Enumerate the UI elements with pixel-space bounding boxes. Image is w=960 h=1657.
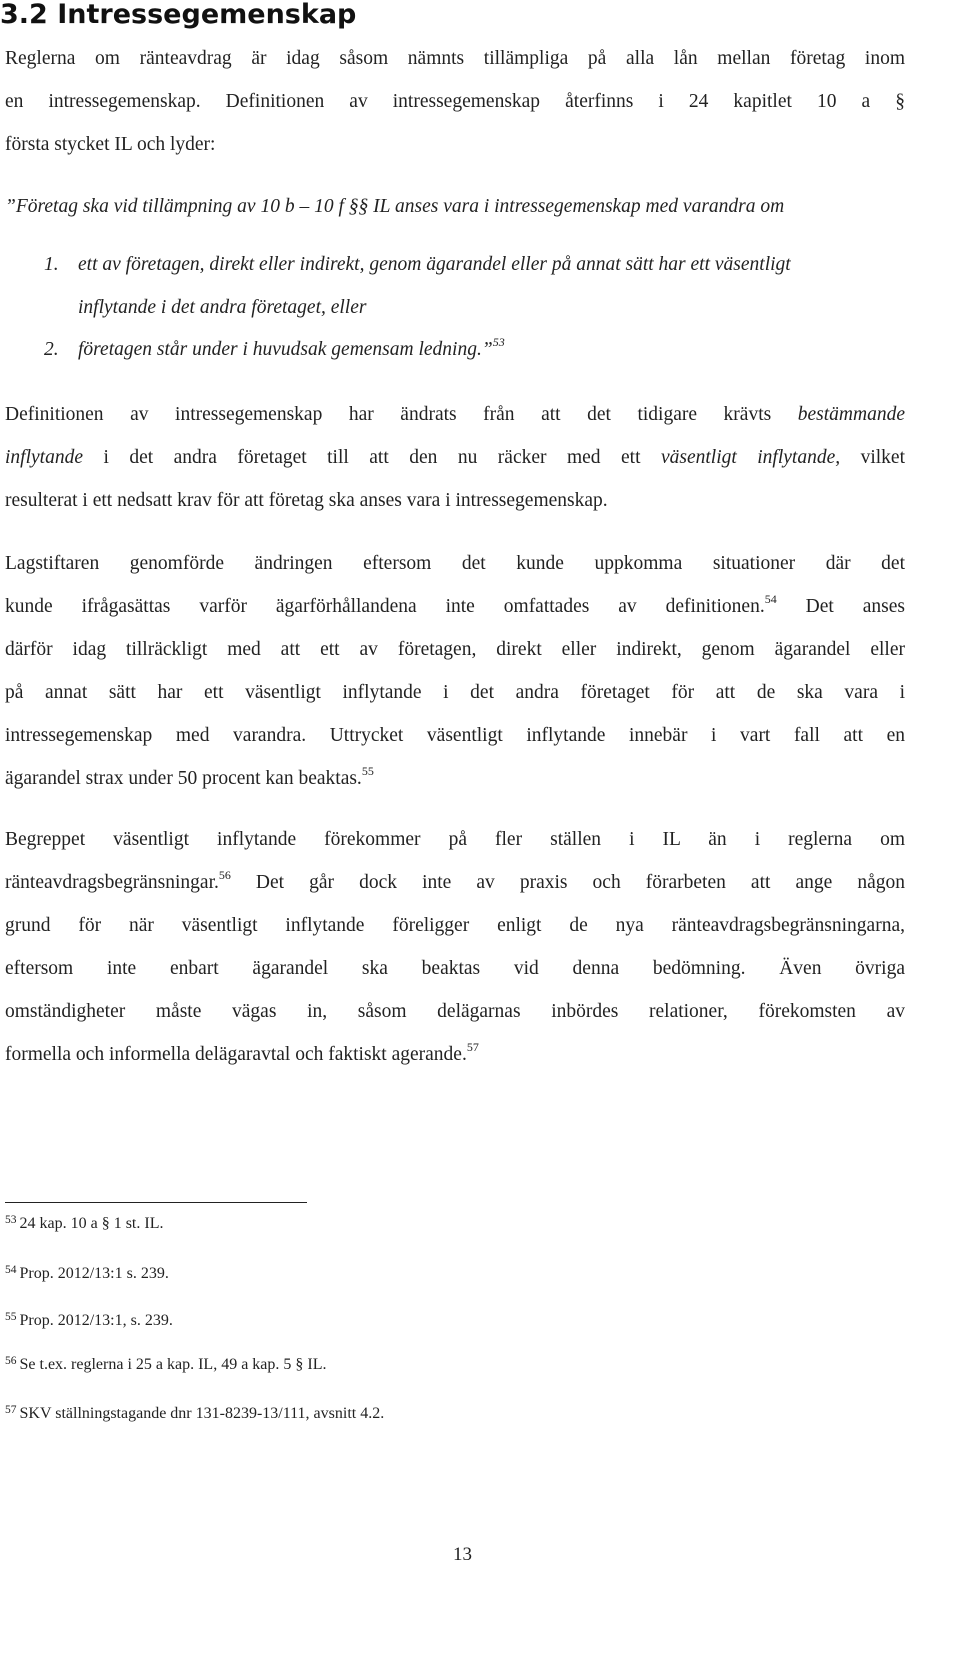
paragraph-line: Begreppet väsentligt inflytande förekommer på fler ställen i IL än i reglerna om bbox=[5, 829, 905, 850]
paragraph-line: därför idag tillräckligt med att ett av företagen, direkt eller indirekt, genom ägarandel eller bbox=[5, 639, 905, 660]
page-number: 13 bbox=[453, 1544, 472, 1565]
list-item bbox=[44, 329, 904, 370]
paragraph-definition bbox=[5, 393, 905, 522]
footnote-ref: 57 bbox=[466, 1040, 479, 1054]
footnote bbox=[5, 1355, 327, 1374]
footnote-number: 54 bbox=[5, 1264, 17, 1276]
paragraph-concept bbox=[5, 818, 905, 1076]
paragraph-line: intressegemenskap med varandra. Uttrycket väsentligt inflytande innebär i vart fall att en bbox=[5, 725, 905, 746]
paragraph-line: Reglerna om ränteavdrag är idag såsom nämnts tillämpliga på alla lån mellan företag inom bbox=[5, 48, 905, 69]
paragraph-line bbox=[5, 585, 905, 628]
paragraph-line: en intressegemenskap. Definitionen av intressegemenskap återfinns i 24 kapitlet 10 a § bbox=[5, 91, 905, 112]
text-run: kunde ifrågasättas varför ägarförhållandena inte omfattades av definitionen. bbox=[5, 596, 765, 617]
list-item-continuation: inflytande i det andra företaget, eller bbox=[78, 297, 367, 318]
footnote-number: 53 bbox=[5, 1214, 17, 1226]
emphasis: inflytande bbox=[5, 447, 83, 468]
footnote-ref: 54 bbox=[764, 592, 777, 606]
paragraph-line: omständigheter måste vägas in, såsom delägarnas inbördes relationer, förekomsten av bbox=[5, 1001, 905, 1022]
footnote-ref: 53 bbox=[492, 335, 505, 349]
text-run: vilket bbox=[860, 447, 905, 468]
quote-text: ”Företag ska vid tillämpning av 10 b – 10 f §§ IL anses vara i intressegemenskap med varandra om bbox=[5, 196, 785, 217]
footnote bbox=[5, 1214, 163, 1233]
footnote bbox=[5, 1264, 169, 1283]
paragraph-legislator bbox=[5, 542, 905, 800]
paragraph-line bbox=[5, 861, 905, 904]
paragraph-intro bbox=[5, 37, 905, 166]
footnote-number: 57 bbox=[5, 1404, 17, 1416]
footnote-text: 24 kap. 10 a § 1 st. IL. bbox=[19, 1215, 164, 1232]
paragraph-line: på annat sätt har ett väsentligt inflytande i det andra företaget för att de ska vara i bbox=[5, 682, 905, 703]
paragraph-line: resulterat i ett nedsatt krav för att företag ska anses vara i intressegemenskap. bbox=[5, 490, 608, 511]
list-item bbox=[44, 243, 904, 286]
paragraph-line: första stycket IL och lyder: bbox=[5, 134, 216, 155]
paragraph-line bbox=[5, 757, 905, 800]
paragraph-line bbox=[5, 393, 905, 436]
text-run: Det anses bbox=[776, 596, 905, 617]
list-item-text: ett av företagen, direkt eller indirekt, genom ägarandel eller på annat sätt har ett väsentligt bbox=[78, 254, 791, 275]
footnote-text: Prop. 2012/13:1 s. 239. bbox=[19, 1265, 169, 1282]
footnote bbox=[5, 1311, 173, 1330]
list-number: 1. bbox=[44, 254, 59, 275]
paragraph-line: grund för när väsentligt inflytande föreligger enligt de nya ränteavdragsbegränsningarna, bbox=[5, 915, 905, 936]
footnote bbox=[5, 1404, 384, 1423]
emphasis: bestämmande bbox=[797, 404, 905, 425]
footnote-ref: 55 bbox=[361, 764, 374, 778]
footnote-text: Prop. 2012/13:1, s. 239. bbox=[19, 1312, 173, 1329]
text-run: formella och informella delägaravtal och faktiskt agerande. bbox=[5, 1044, 467, 1065]
quote-list bbox=[44, 243, 904, 370]
text-run: ränteavdragsbegränsningar. bbox=[5, 872, 219, 893]
section-heading: 3.2 Intressegemenskap bbox=[0, 0, 357, 30]
text-run: Definitionen av intressegemenskap har ändrats från att det tidigare krävts bbox=[5, 404, 772, 425]
paragraph-line bbox=[5, 1033, 905, 1076]
footnote-number: 56 bbox=[5, 1355, 17, 1367]
footnote-text: Se t.ex. reglerna i 25 a kap. IL, 49 a kap. 5 § IL. bbox=[19, 1356, 327, 1373]
paragraph-line: eftersom inte enbart ägarandel ska beaktas vid denna bedömning. Även övriga bbox=[5, 958, 905, 979]
footnote-ref: 56 bbox=[218, 868, 231, 882]
paragraph-line bbox=[5, 436, 905, 479]
text-run: i det andra företaget till att den nu räcker med ett bbox=[103, 447, 641, 468]
text-run: Det går dock inte av praxis och förarbeten att ange någon bbox=[230, 872, 905, 893]
emphasis: väsentligt inflytande, bbox=[660, 447, 841, 468]
list-item-text: företagen står under i huvudsak gemensam ledning.” bbox=[78, 339, 493, 360]
paragraph-line: Lagstiftaren genomförde ändringen eftersom det kunde uppkomma situationer där det bbox=[5, 553, 905, 574]
list-number: 2. bbox=[44, 339, 59, 360]
text-run: ägarandel strax under 50 procent kan beaktas. bbox=[5, 768, 362, 789]
quote-intro bbox=[5, 185, 905, 228]
footnote-separator bbox=[5, 1202, 307, 1203]
footnote-number: 55 bbox=[5, 1311, 17, 1323]
footnote-text: SKV ställningstagande dnr 131-8239-13/111, avsnitt 4.2. bbox=[19, 1405, 385, 1422]
